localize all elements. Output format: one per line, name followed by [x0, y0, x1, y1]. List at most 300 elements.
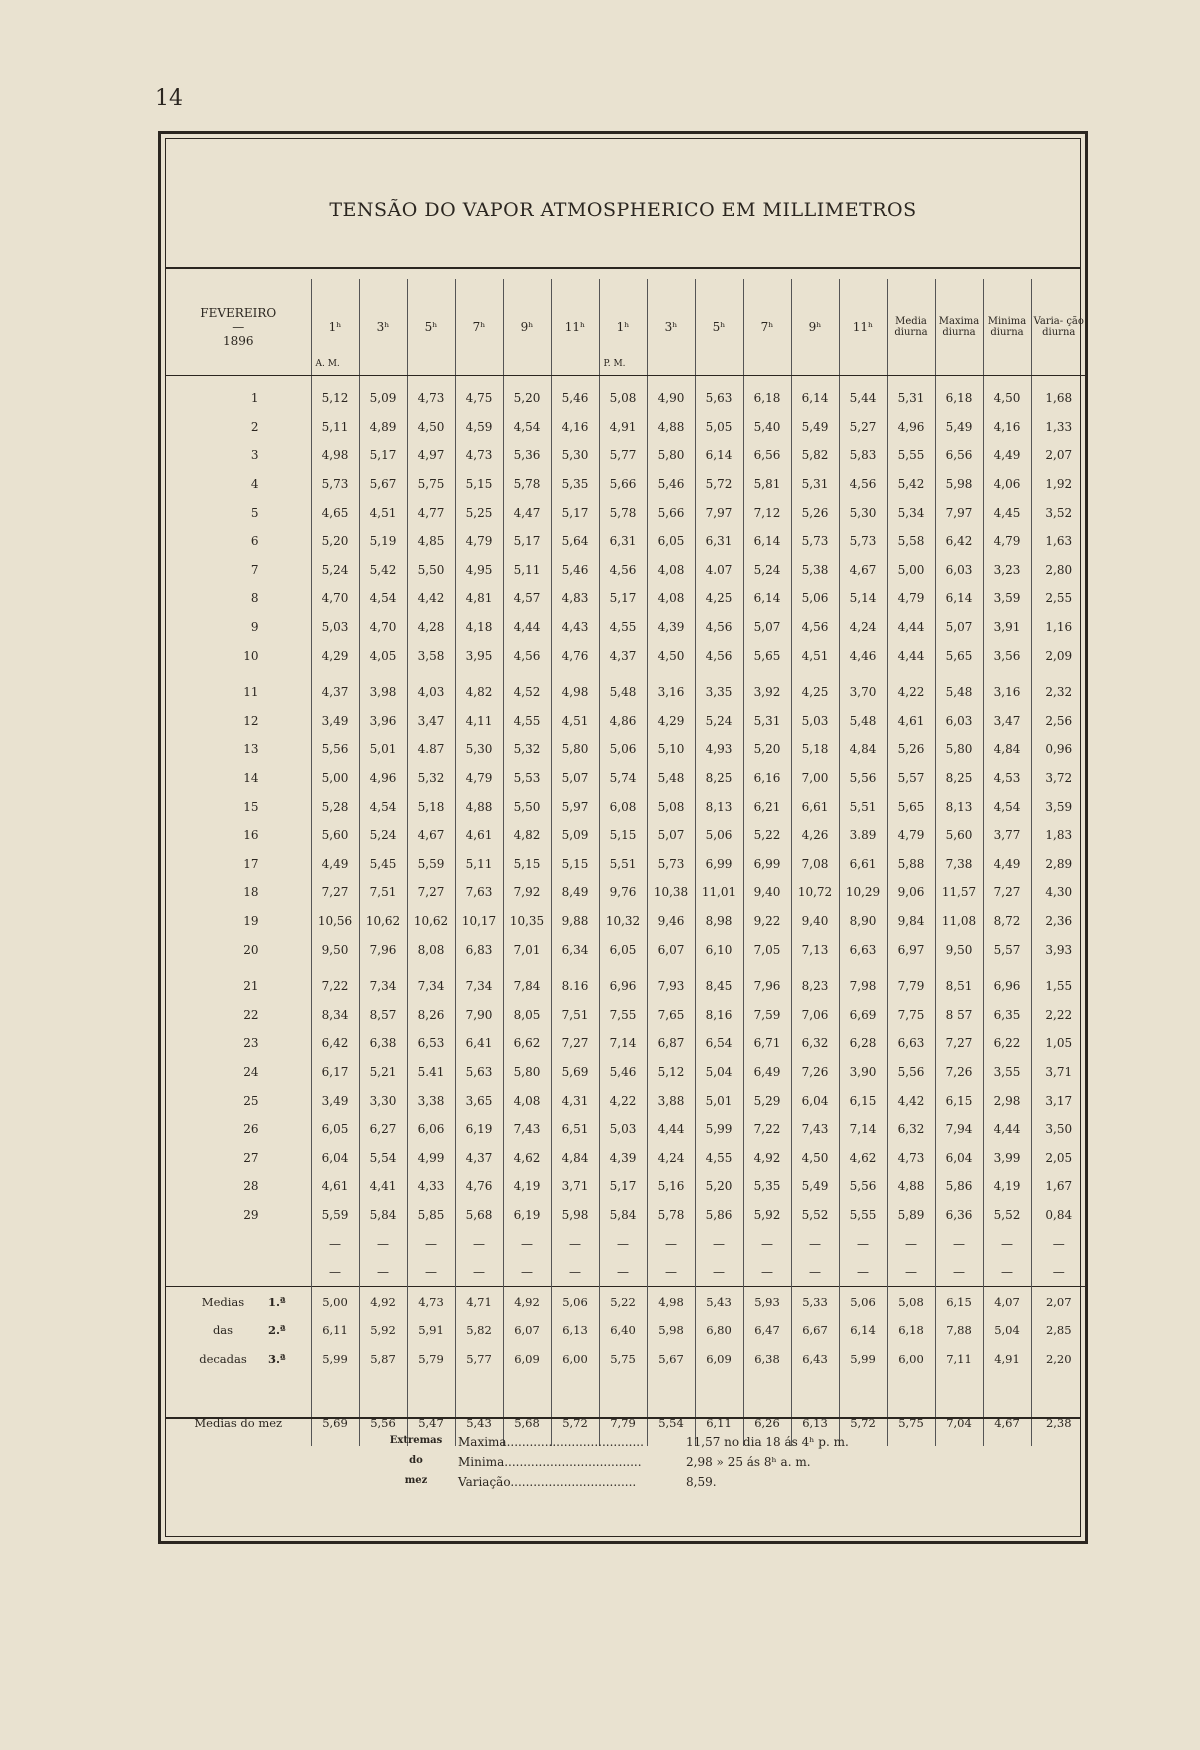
table-cell: 3,93: [1031, 935, 1086, 964]
day-number: 22: [243, 1007, 259, 1022]
table-cell: 6,03: [935, 707, 983, 736]
table-row: [166, 707, 1086, 736]
spacer-cell: [359, 376, 407, 385]
table-cell: 6,06: [407, 1115, 455, 1144]
table-cell: 7,63: [455, 878, 503, 907]
dash-cell: —: [695, 1258, 743, 1287]
table-cell: 8,13: [695, 792, 743, 821]
table-cell: 6,53: [407, 1029, 455, 1058]
table-cell: 5,17: [503, 527, 551, 556]
table-cell: 1,92: [1031, 470, 1086, 499]
table-cell: 6,96: [983, 972, 1031, 1001]
hour-header: 11ʰ: [839, 279, 887, 376]
day-number: 13: [243, 742, 259, 757]
table-cell: 9,88: [551, 907, 599, 936]
table-cell: 4,96: [359, 764, 407, 793]
table-cell: 0,96: [1031, 735, 1086, 764]
table-cell: 7,06: [791, 1000, 839, 1029]
table-cell: 5,17: [599, 1172, 647, 1201]
table-cell: 5,15: [599, 821, 647, 850]
table-cell: 7,26: [791, 1058, 839, 1087]
spacer-cell: [166, 376, 311, 385]
table-cell: 5,24: [359, 821, 407, 850]
table-cell: 5,79: [407, 1345, 455, 1374]
table-row: [166, 878, 1086, 907]
table-cell: 5,56: [311, 735, 359, 764]
table-cell: 5,72: [551, 1409, 599, 1438]
table-cell: 7,38: [935, 850, 983, 879]
table-cell: 4,52: [503, 678, 551, 707]
table-cell: 9,50: [311, 935, 359, 964]
table-cell: 6,19: [503, 1201, 551, 1230]
table-cell: 2,20: [1031, 1345, 1086, 1374]
table-row: [166, 1029, 1086, 1058]
spacer-cell: [935, 376, 983, 385]
spacer-cell: [455, 964, 503, 972]
spacer-cell: [455, 376, 503, 385]
spacer-cell: [311, 376, 359, 385]
dash-cell: —: [791, 1229, 839, 1258]
table-cell: 5,82: [455, 1316, 503, 1345]
table-cell: 3,16: [983, 678, 1031, 707]
spacer-cell: [503, 376, 551, 385]
table-cell: 7,75: [887, 1000, 935, 1029]
spacer-cell: [311, 964, 359, 972]
table-cell: 4,50: [983, 384, 1031, 413]
table-cell: 4,79: [455, 527, 503, 556]
spacer-cell: [695, 670, 743, 678]
table-cell: 6,67: [791, 1316, 839, 1345]
table-cell: 5,31: [791, 470, 839, 499]
table-cell: 6,69: [839, 1000, 887, 1029]
day-number: 19: [243, 913, 259, 928]
table-cell: 5,66: [647, 498, 695, 527]
table-cell: 3,91: [983, 613, 1031, 642]
table-cell: 4,19: [983, 1172, 1031, 1201]
table-cell: 4,22: [887, 678, 935, 707]
table-cell: 4,43: [551, 613, 599, 642]
table-cell: 5,33: [791, 1287, 839, 1316]
day-number: 15: [243, 799, 259, 814]
spacer-cell: [551, 964, 599, 972]
table-row: [166, 527, 1086, 556]
spacer-cell: [695, 376, 743, 385]
hour-header: 1ʰ P. M.: [599, 279, 647, 376]
table-cell: 4,79: [455, 764, 503, 793]
table-cell: 6,04: [311, 1143, 359, 1172]
table-cell: 5,30: [839, 498, 887, 527]
table-cell: 7,51: [359, 878, 407, 907]
table-cell: 4,08: [647, 584, 695, 613]
table-cell: 5,54: [359, 1143, 407, 1172]
spacer-cell: [887, 670, 935, 678]
table-cell: 5,12: [647, 1058, 695, 1087]
spacer-cell: [839, 964, 887, 972]
table-cell: 6,43: [791, 1345, 839, 1374]
spacer-cell: [791, 670, 839, 678]
table-cell: 7,01: [503, 935, 551, 964]
table-cell: 8,25: [695, 764, 743, 793]
table-cell: 6,54: [695, 1029, 743, 1058]
table-cell: 4,97: [407, 441, 455, 470]
table-cell: 5,57: [983, 935, 1031, 964]
table-cell: 10,62: [407, 907, 455, 936]
spacer-cell: [1031, 1373, 1086, 1409]
table-cell: 6,15: [839, 1086, 887, 1115]
table-cell: 6,80: [695, 1316, 743, 1345]
table-cell: 4,55: [599, 613, 647, 642]
table-cell: 4,79: [887, 584, 935, 613]
table-row: [166, 584, 1086, 613]
maxima-diurna-header: Maxima diurna: [935, 279, 983, 376]
table-cell: 3,49: [311, 707, 359, 736]
table-cell: 5,26: [887, 735, 935, 764]
dash-cell: —: [407, 1229, 455, 1258]
table-cell: 5,81: [743, 470, 791, 499]
table-cell: 5,24: [695, 707, 743, 736]
table-cell: 6,14: [839, 1316, 887, 1345]
table-cell: 10,17: [455, 907, 503, 936]
table-cell: 4,51: [551, 707, 599, 736]
table-cell: 5,65: [887, 792, 935, 821]
spacer-cell: [551, 670, 599, 678]
day-number: 9: [250, 620, 259, 635]
table-cell: 8,26: [407, 1000, 455, 1029]
table-cell: 6,42: [311, 1029, 359, 1058]
hour-header: 7ʰ: [455, 279, 503, 376]
table-cell: 5,38: [791, 556, 839, 585]
day-number: 10: [243, 648, 259, 663]
table-row: [166, 1201, 1086, 1230]
table-row: [166, 641, 1086, 670]
table-cell: 6,05: [311, 1115, 359, 1144]
table-cell: 5,47: [407, 1409, 455, 1438]
table-cell: 5,07: [647, 821, 695, 850]
table-cell: 4,79: [887, 821, 935, 850]
hour-header: 9ʰ: [791, 279, 839, 376]
table-cell: 2,98: [983, 1086, 1031, 1115]
table-cell: 5,09: [359, 384, 407, 413]
table-cell: 3,49: [311, 1086, 359, 1115]
table-cell: 7,55: [599, 1000, 647, 1029]
spacer-cell: [311, 1373, 359, 1409]
table-cell: 3,72: [1031, 764, 1086, 793]
spacer-cell: [935, 964, 983, 972]
table-cell: 7,51: [551, 1000, 599, 1029]
table-cell: 4,92: [359, 1287, 407, 1316]
day-number: 25: [243, 1093, 259, 1108]
table-cell: 5,86: [695, 1201, 743, 1230]
table-cell: 6,14: [791, 384, 839, 413]
table-cell: 4,55: [695, 1143, 743, 1172]
spacer-cell: [887, 964, 935, 972]
table-cell: 5,86: [935, 1172, 983, 1201]
spacer-cell: [359, 670, 407, 678]
table-cell: 4,82: [503, 821, 551, 850]
spacer-cell: [166, 670, 311, 678]
table-cell: 5,82: [791, 441, 839, 470]
table-cell: 4,06: [983, 470, 1031, 499]
table-cell: 4,71: [455, 1287, 503, 1316]
table-row: [166, 850, 1086, 879]
table-cell: 4,73: [407, 384, 455, 413]
decade-average-row: [166, 1345, 1086, 1374]
table-cell: 6,19: [455, 1115, 503, 1144]
table-cell: 7,97: [935, 498, 983, 527]
table-cell: 6,03: [935, 556, 983, 585]
table-cell: 6,32: [791, 1029, 839, 1058]
table-cell: 4,76: [551, 641, 599, 670]
table-cell: 4,44: [887, 641, 935, 670]
table-cell: 5,50: [503, 792, 551, 821]
spacer-cell: [743, 1373, 791, 1409]
table-cell: 7,34: [455, 972, 503, 1001]
table-cell: 4,44: [983, 1115, 1031, 1144]
dash-cell: —: [791, 1258, 839, 1287]
table-cell: 6,36: [935, 1201, 983, 1230]
table-cell: 10,32: [599, 907, 647, 936]
table-cell: 7,27: [551, 1029, 599, 1058]
table-cell: 5,77: [455, 1345, 503, 1374]
table-cell: 5,49: [791, 1172, 839, 1201]
table-cell: 4,61: [311, 1172, 359, 1201]
spacer-cell: [647, 670, 695, 678]
spacer-cell: [166, 964, 311, 972]
table-cell: 4,54: [983, 792, 1031, 821]
table-row: [166, 556, 1086, 585]
decade-ordinal: 1.ª: [268, 1294, 286, 1309]
table-cell: 4,49: [311, 850, 359, 879]
table-cell: 2,85: [1031, 1316, 1086, 1345]
table-cell: 7,05: [743, 935, 791, 964]
table-cell: 4,82: [455, 678, 503, 707]
table-cell: 5,18: [407, 792, 455, 821]
table-cell: 4,42: [887, 1086, 935, 1115]
table-cell: 2,56: [1031, 707, 1086, 736]
table-cell: 6,31: [695, 527, 743, 556]
header-row: [166, 279, 1086, 376]
table-row: [166, 972, 1086, 1001]
table-cell: 5,98: [647, 1316, 695, 1345]
table-cell: 5,29: [743, 1086, 791, 1115]
table-cell: 5,20: [503, 384, 551, 413]
table-cell: 5,57: [887, 764, 935, 793]
dash-cell: —: [695, 1229, 743, 1258]
table-cell: 6,09: [503, 1345, 551, 1374]
table-cell: 5,46: [599, 1058, 647, 1087]
table-cell: 4,16: [983, 413, 1031, 442]
table-cell: 5,75: [407, 470, 455, 499]
day-number: 23: [243, 1036, 259, 1051]
table-cell: 4,51: [359, 498, 407, 527]
table-cell: 7,90: [455, 1000, 503, 1029]
table-cell: 4,50: [647, 641, 695, 670]
table-row: [166, 1172, 1086, 1201]
table-cell: 7,34: [359, 972, 407, 1001]
table-cell: 5,56: [359, 1409, 407, 1438]
table-cell: 6,61: [791, 792, 839, 821]
table-cell: 6,87: [647, 1029, 695, 1058]
table-cell: 5,08: [887, 1287, 935, 1316]
table-cell: 5,84: [599, 1201, 647, 1230]
table-cell: 11,01: [695, 878, 743, 907]
table-cell: 4,99: [407, 1143, 455, 1172]
table-cell: 6,13: [551, 1316, 599, 1345]
table-cell: 3,16: [647, 678, 695, 707]
table-cell: 5,55: [887, 441, 935, 470]
table-cell: 4,57: [503, 584, 551, 613]
dash-cell: —: [503, 1258, 551, 1287]
table-cell: 4,98: [551, 678, 599, 707]
table-cell: 5,60: [311, 821, 359, 850]
spacer-cell: [647, 964, 695, 972]
spacer-cell: [166, 1438, 311, 1446]
table-cell: 5,30: [551, 441, 599, 470]
table-cell: 5,42: [887, 470, 935, 499]
table-cell: 1,68: [1031, 384, 1086, 413]
table-cell: 6,21: [743, 792, 791, 821]
table-cell: 6,05: [599, 935, 647, 964]
table-row: [166, 384, 1086, 413]
table-cell: 3,88: [647, 1086, 695, 1115]
table-cell: 7,22: [311, 972, 359, 1001]
dash-cell: —: [647, 1229, 695, 1258]
table-cell: 6,14: [743, 527, 791, 556]
table-cell: 7,26: [935, 1058, 983, 1087]
dash-cell: —: [455, 1258, 503, 1287]
table-cell: 5,32: [503, 735, 551, 764]
table-cell: 4,83: [551, 584, 599, 613]
table-cell: 7,97: [695, 498, 743, 527]
table-cell: 4,54: [503, 413, 551, 442]
spacer-cell: [695, 964, 743, 972]
table-cell: 5,00: [311, 764, 359, 793]
table-cell: 4,41: [359, 1172, 407, 1201]
table-cell: 5,59: [407, 850, 455, 879]
table-cell: 4,50: [791, 1143, 839, 1172]
extremes-value: 11,57 no dia 18 ás 4ʰ p. m.: [686, 1435, 849, 1449]
table-cell: 10,29: [839, 878, 887, 907]
table-title: TENSÃO DO VAPOR ATMOSPHERICO EM MILLIMETROS: [329, 199, 917, 221]
table-row: [166, 613, 1086, 642]
table-cell: 5,08: [599, 384, 647, 413]
table-cell: 4,44: [647, 1115, 695, 1144]
table-cell: 5,01: [695, 1086, 743, 1115]
table-cell: 8,51: [935, 972, 983, 1001]
table-cell: 3,30: [359, 1086, 407, 1115]
table-cell: 4,49: [983, 850, 1031, 879]
table-row: [166, 935, 1086, 964]
table-cell: 1,55: [1031, 972, 1086, 1001]
table-cell: 5,48: [839, 707, 887, 736]
spacer-cell: [743, 670, 791, 678]
pm-label: P. M.: [603, 359, 626, 369]
table-frame-inner: [165, 138, 1084, 1537]
table-cell: 2,05: [1031, 1143, 1086, 1172]
table-cell: 7,27: [407, 878, 455, 907]
minima-diurna-header: Minima diurna: [983, 279, 1031, 376]
table-cell: 5,73: [791, 527, 839, 556]
table-cell: 3,17: [1031, 1086, 1086, 1115]
table-row: [166, 1115, 1086, 1144]
spacer-cell: [983, 1438, 1031, 1446]
spacer-cell: [503, 1373, 551, 1409]
table-cell: 4,25: [695, 584, 743, 613]
spacer-cell: [1031, 1438, 1086, 1446]
table-cell: 5,75: [599, 1345, 647, 1374]
table-cell: 6,09: [695, 1345, 743, 1374]
table-cell: 5,43: [455, 1409, 503, 1438]
table-cell: 5,00: [887, 556, 935, 585]
table-cell: 5,07: [935, 613, 983, 642]
spacer-cell: [311, 1438, 359, 1446]
hour-header: 3ʰ: [647, 279, 695, 376]
table-cell: 5,06: [551, 1287, 599, 1316]
table-cell: 4,65: [311, 498, 359, 527]
table-cell: 5,46: [551, 556, 599, 585]
table-cell: 5,35: [551, 470, 599, 499]
extremes-label: Extremas: [389, 1435, 443, 1446]
extremes-key: Minima....................................: [458, 1455, 642, 1469]
table-cell: 8.16: [551, 972, 599, 1001]
table-cell: 5,99: [695, 1115, 743, 1144]
table-cell: 5,55: [839, 1201, 887, 1230]
spacer-cell: [599, 964, 647, 972]
table-row: [166, 1058, 1086, 1087]
table-cell: 6,18: [743, 384, 791, 413]
table-cell: 6,14: [695, 441, 743, 470]
table-cell: 2,36: [1031, 907, 1086, 936]
decade-average-row: [166, 1316, 1086, 1345]
table-row: [166, 678, 1086, 707]
table-cell: 2,22: [1031, 1000, 1086, 1029]
table-cell: 8,57: [359, 1000, 407, 1029]
dash-cell: —: [359, 1258, 407, 1287]
table-cell: 6,04: [935, 1143, 983, 1172]
table-cell: 7,96: [359, 935, 407, 964]
table-cell: 11,08: [935, 907, 983, 936]
table-cell: 4,92: [743, 1143, 791, 1172]
table-cell: 5,11: [311, 413, 359, 442]
dash-cell: —: [743, 1229, 791, 1258]
table-cell: 7,04: [935, 1409, 983, 1438]
table-cell: 5,35: [743, 1172, 791, 1201]
spacer-cell: [599, 670, 647, 678]
table-cell: 5,49: [935, 413, 983, 442]
table-cell: 5,18: [791, 735, 839, 764]
table-cell: 5,03: [791, 707, 839, 736]
table-cell: 6,42: [935, 527, 983, 556]
title-rule: [166, 267, 1080, 269]
table-cell: 5,19: [359, 527, 407, 556]
decade-ordinal: 3.ª: [268, 1351, 286, 1366]
table-cell: 4,54: [359, 792, 407, 821]
table-cell: 7,84: [503, 972, 551, 1001]
table-cell: 8 57: [935, 1000, 983, 1029]
table-cell: 5,40: [743, 413, 791, 442]
table-cell: 5,93: [743, 1287, 791, 1316]
table-cell: 7,93: [647, 972, 695, 1001]
day-number: 20: [243, 942, 259, 957]
table-cell: 6,16: [743, 764, 791, 793]
table-cell: 4,16: [551, 413, 599, 442]
day-number: 18: [243, 885, 259, 900]
table-cell: 5,24: [743, 556, 791, 585]
table-cell: 5,04: [695, 1058, 743, 1087]
table-cell: 5,20: [695, 1172, 743, 1201]
table-cell: 5,20: [311, 527, 359, 556]
table-cell: 5,22: [743, 821, 791, 850]
